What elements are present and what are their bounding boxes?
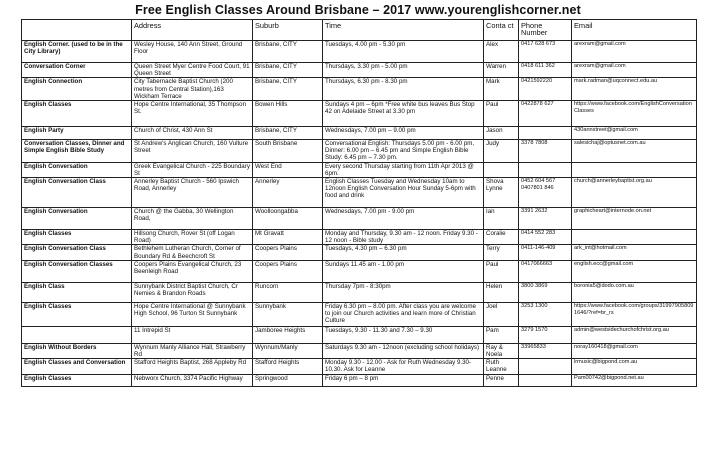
cell-name: English Classes [22,374,132,386]
cell-name: English Conversation [22,208,132,230]
cell-name: English Connection [22,78,132,101]
cell-phone: 0452 604 567 0407801 846 [519,178,572,208]
cell-phone [519,374,572,386]
cell-contact: Jason [484,127,519,140]
cell-email: admin@westsidechurchofchrist.org.au [572,326,697,343]
cell-contact: Mark [484,78,519,101]
cell-email: mark.radman@uqconnect.edu.au [572,78,697,101]
cell-email: english.ecc@gmail.com [572,260,697,282]
cell-name: English Party [22,127,132,140]
cell-phone: 0411-146-409 [519,245,572,260]
cell-time: Conversational English: Thursdays 5.00 pm - 6.00 pm, Dinner: 6.00 pm – 6.45 pm and Simple English Bible Study: 6.45 pm – 7.30 pm. [323,140,484,163]
table-row [22,260,697,282]
cell-phone [519,127,572,140]
table-row [22,359,697,374]
cell-time: Wednesdays, 7.00 pm - 9.00 pm [323,208,484,230]
cell-suburb: Brisbane, CITY [253,41,323,63]
cell-time: Sundays 4 pm – 6pm *Free white bus leaves Bus Stop 42 on Adelaide Street at 3.30 pm [323,101,484,127]
table-row [22,374,697,386]
cell-phone: 0417 628 673 [519,41,572,63]
cell-name: English Conversation Class [22,178,132,208]
cell-email: Pam00742@bigpond.net.au [572,374,697,386]
cell-name: Conversation Classes, Dinner and Simple English Bible Study [22,140,132,163]
table-body [22,41,697,387]
cell-contact [484,162,519,177]
table-row [22,326,697,343]
table-row [22,302,697,326]
cell-suburb: Stafford Heights [253,359,323,374]
table-row [22,63,697,78]
cell-name: English Classes [22,302,132,326]
cell-contact: Ian [484,208,519,230]
cell-phone: 3253 1300 [519,302,572,326]
cell-contact: Terry [484,245,519,260]
cell-address: St Andrew's Anglican Church, 160 Vulture Street [132,140,253,163]
cell-suburb: Brisbane, CITY [253,63,323,78]
cell-suburb: Bowen Hills [253,101,323,127]
cell-email [572,230,697,245]
cell-phone: 3279 1570 [519,326,572,343]
cell-email: ark_int@hotmail.com [572,245,697,260]
cell-contact: Warren [484,63,519,78]
cell-address: Stafford Heights Baptist, 268 Appleby Rd [132,359,253,374]
cell-suburb: Springwood [253,374,323,386]
cell-time: Wednesdays, 7.00 pm – 9.00 pm [323,127,484,140]
cell-suburb: Woolloongabba [253,208,323,230]
cell-address: Wesley House, 140 Ann Street, Ground Floor [132,41,253,63]
cell-name: English Conversation Class [22,245,132,260]
cell-address: Church @ the Gabba, 30 Wellington Road, [132,208,253,230]
cell-contact: Coralie [484,230,519,245]
cell-suburb: West End [253,162,323,177]
cell-contact: Pam [484,326,519,343]
cell-address: Annerley Baptist Church - 560 Ipswich Road, Annerley [132,178,253,208]
cell-contact: Judy [484,140,519,163]
cell-time: Tuesdays, 4.30 pm – 6.30 pm [323,245,484,260]
cell-phone [519,162,572,177]
cell-suburb: Sunnybank [253,302,323,326]
cell-address: 11 Intrepid St [132,326,253,343]
table-row [22,101,697,127]
cell-name: Conversation Corner [22,63,132,78]
cell-suburb: Runcorn [253,282,323,302]
table-row [22,178,697,208]
table-row [22,245,697,260]
cell-address: Sunnybank District Baptist Church, Cr Nemies & Brandon Roads [132,282,253,302]
cell-phone: 3391 2632 [519,208,572,230]
table-row [22,230,697,245]
cell-address: City Tabernacle Baptist Church (200 metres from Central Station),163 Wickham Terrace [132,78,253,101]
cell-contact: Paul [484,101,519,127]
table-row [22,78,697,101]
table-row [22,127,697,140]
header-time: Time [323,20,484,41]
cell-email: https://www.facebook.com/EnglishConversationClasses [572,101,697,127]
cell-email: noray160418@gmail.com [572,343,697,358]
cell-address: Wynnum Manly Alliance Hall, Strawberry Rd [132,343,253,358]
table-row [22,208,697,230]
cell-time: Tuesdays, 4.00 pm - 5.30 pm [323,41,484,63]
cell-name: English Corner. (used to be in the City Library) [22,41,132,63]
cell-contact: Alex [484,41,519,63]
cell-time: Every second Thursday starting from 11th Apr 2013 @ 6pm. [323,162,484,177]
cell-phone: 0421592220 [519,78,572,101]
cell-time: Thursdays, 3.30 pm - 5.00 pm [323,63,484,78]
table-row [22,162,697,177]
cell-address: Hope Centre International @ Sunnybank High School, 96 Turton St Sunnybank [132,302,253,326]
cell-suburb: Coopers Plains [253,245,323,260]
cell-suburb: Mt Gravatt [253,230,323,245]
cell-address: Greek Evangelical Church - 225 Boundary St [132,162,253,177]
cell-email: lrmusic@bigpond.com.au [572,359,697,374]
header-suburb: Suburb [253,20,323,41]
cell-time: Saturdays 9.30 am - 12noon (excluding school holidays) [323,343,484,358]
cell-contact: Penne [484,374,519,386]
cell-email: 430annstreet@gmail.com [572,127,697,140]
cell-address: Hillsong Church, Rover St (off Logan Road) [132,230,253,245]
cell-time: Thursday 7pm - 8:30pm [323,282,484,302]
cell-suburb: Brisbane, CITY [253,78,323,101]
cell-email: boronia5@dodo.com.au [572,282,697,302]
cell-email: arexram@gmail.com [572,41,697,63]
header-name [22,20,132,41]
cell-phone: 3378 7808 [519,140,572,163]
cell-phone: 0417066663 [519,260,572,282]
table-row [22,41,697,63]
cell-time: Monday 9.30 - 12.00 - Ask for Ruth Wednesday 9.30-10.30. Ask for Leanne [323,359,484,374]
page-title: Free English Classes Around Brisbane – 2017 www.yourenglishcorner.net [135,3,581,17]
cell-contact: Ruth Leanne [484,359,519,374]
cell-email: graphicheart@internode.on.net [572,208,697,230]
cell-time: Friday 6 pm – 8 pm [323,374,484,386]
cell-suburb: Annerley [253,178,323,208]
cell-name: English Classes [22,230,132,245]
cell-suburb: Brisbane, CITY [253,127,323,140]
cell-time: Friday 6.30 pm – 8.00 pm. After class you are welcome to join our Church activities and learn more of Christian Culture [323,302,484,326]
cell-name: English Without Borders [22,343,132,358]
cell-name: English Class [22,282,132,302]
cell-time: Tuesdays, 9.30 - 11.30 and 7.30 – 9.30 [323,326,484,343]
cell-email [572,162,697,177]
header-address: Address [132,20,253,41]
cell-email: arexram@gmail.com [572,63,697,78]
header-contact: Conta ct [484,20,519,41]
cell-address: Church of Christ, 430 Ann St [132,127,253,140]
cell-suburb: South Brisbane [253,140,323,163]
cell-suburb: Coopers Plains [253,260,323,282]
cell-phone: 0418 611 362 [519,63,572,78]
cell-phone: 3800 3869 [519,282,572,302]
table-row [22,343,697,358]
cell-suburb: Wynnum/Manly [253,343,323,358]
cell-name: English Classes and Conversation [22,359,132,374]
cell-email: salesichaj@optusnet.com.au [572,140,697,163]
table-header-row [22,20,697,41]
cell-time: Thursdays, 6.30 pm - 8.30 pm [323,78,484,101]
classes-table [21,19,697,387]
cell-phone: 0414 552 283 [519,230,572,245]
cell-email: church@annerleybaptist.org.au [572,178,697,208]
cell-name: English Classes [22,101,132,127]
cell-name: English Conversation Classes [22,260,132,282]
cell-contact: Ray & Noela [484,343,519,358]
cell-phone: 33965833 [519,343,572,358]
cell-name: English Conversation [22,162,132,177]
cell-contact: Joel [484,302,519,326]
cell-address: Queen Street Myer Centre Food Court, 91 Queen Street [132,63,253,78]
cell-address: Hope Centre International, 35 Thompson St. [132,101,253,127]
cell-contact: Helen [484,282,519,302]
cell-contact: Shova Lynne [484,178,519,208]
table-row [22,140,697,163]
cell-phone [519,359,572,374]
cell-phone: 0422878 627 [519,101,572,127]
cell-time: Sundays 11.45 am - 1.00 pm [323,260,484,282]
header-email: Email [572,20,697,41]
header-phone: Phone Number [519,20,572,41]
cell-suburb: Jamboree Heights [253,326,323,343]
cell-address: Bethlehem Lutheran Church, Corner of Boundary Rd & Beechcroft St [132,245,253,260]
cell-address: Coopers Plains Evangelical Church, 23 Beenleigh Road [132,260,253,282]
cell-name [22,326,132,343]
cell-address: Nebworx Church, 3374 Pacific Highway [132,374,253,386]
cell-email: https://www.facebook.com/groups/319979058091646/?ref=br_rs [572,302,697,326]
cell-contact: Paul [484,260,519,282]
cell-time: English Classes Tuesday and Wednesday 10am to 12noon English Conversation Hour Sunday 5-6pm with food and drink [323,178,484,208]
cell-time: Monday and Thursday, 9.30 am - 12 noon. Friday 9.30 - 12 noon - Bible study [323,230,484,245]
table-row [22,282,697,302]
